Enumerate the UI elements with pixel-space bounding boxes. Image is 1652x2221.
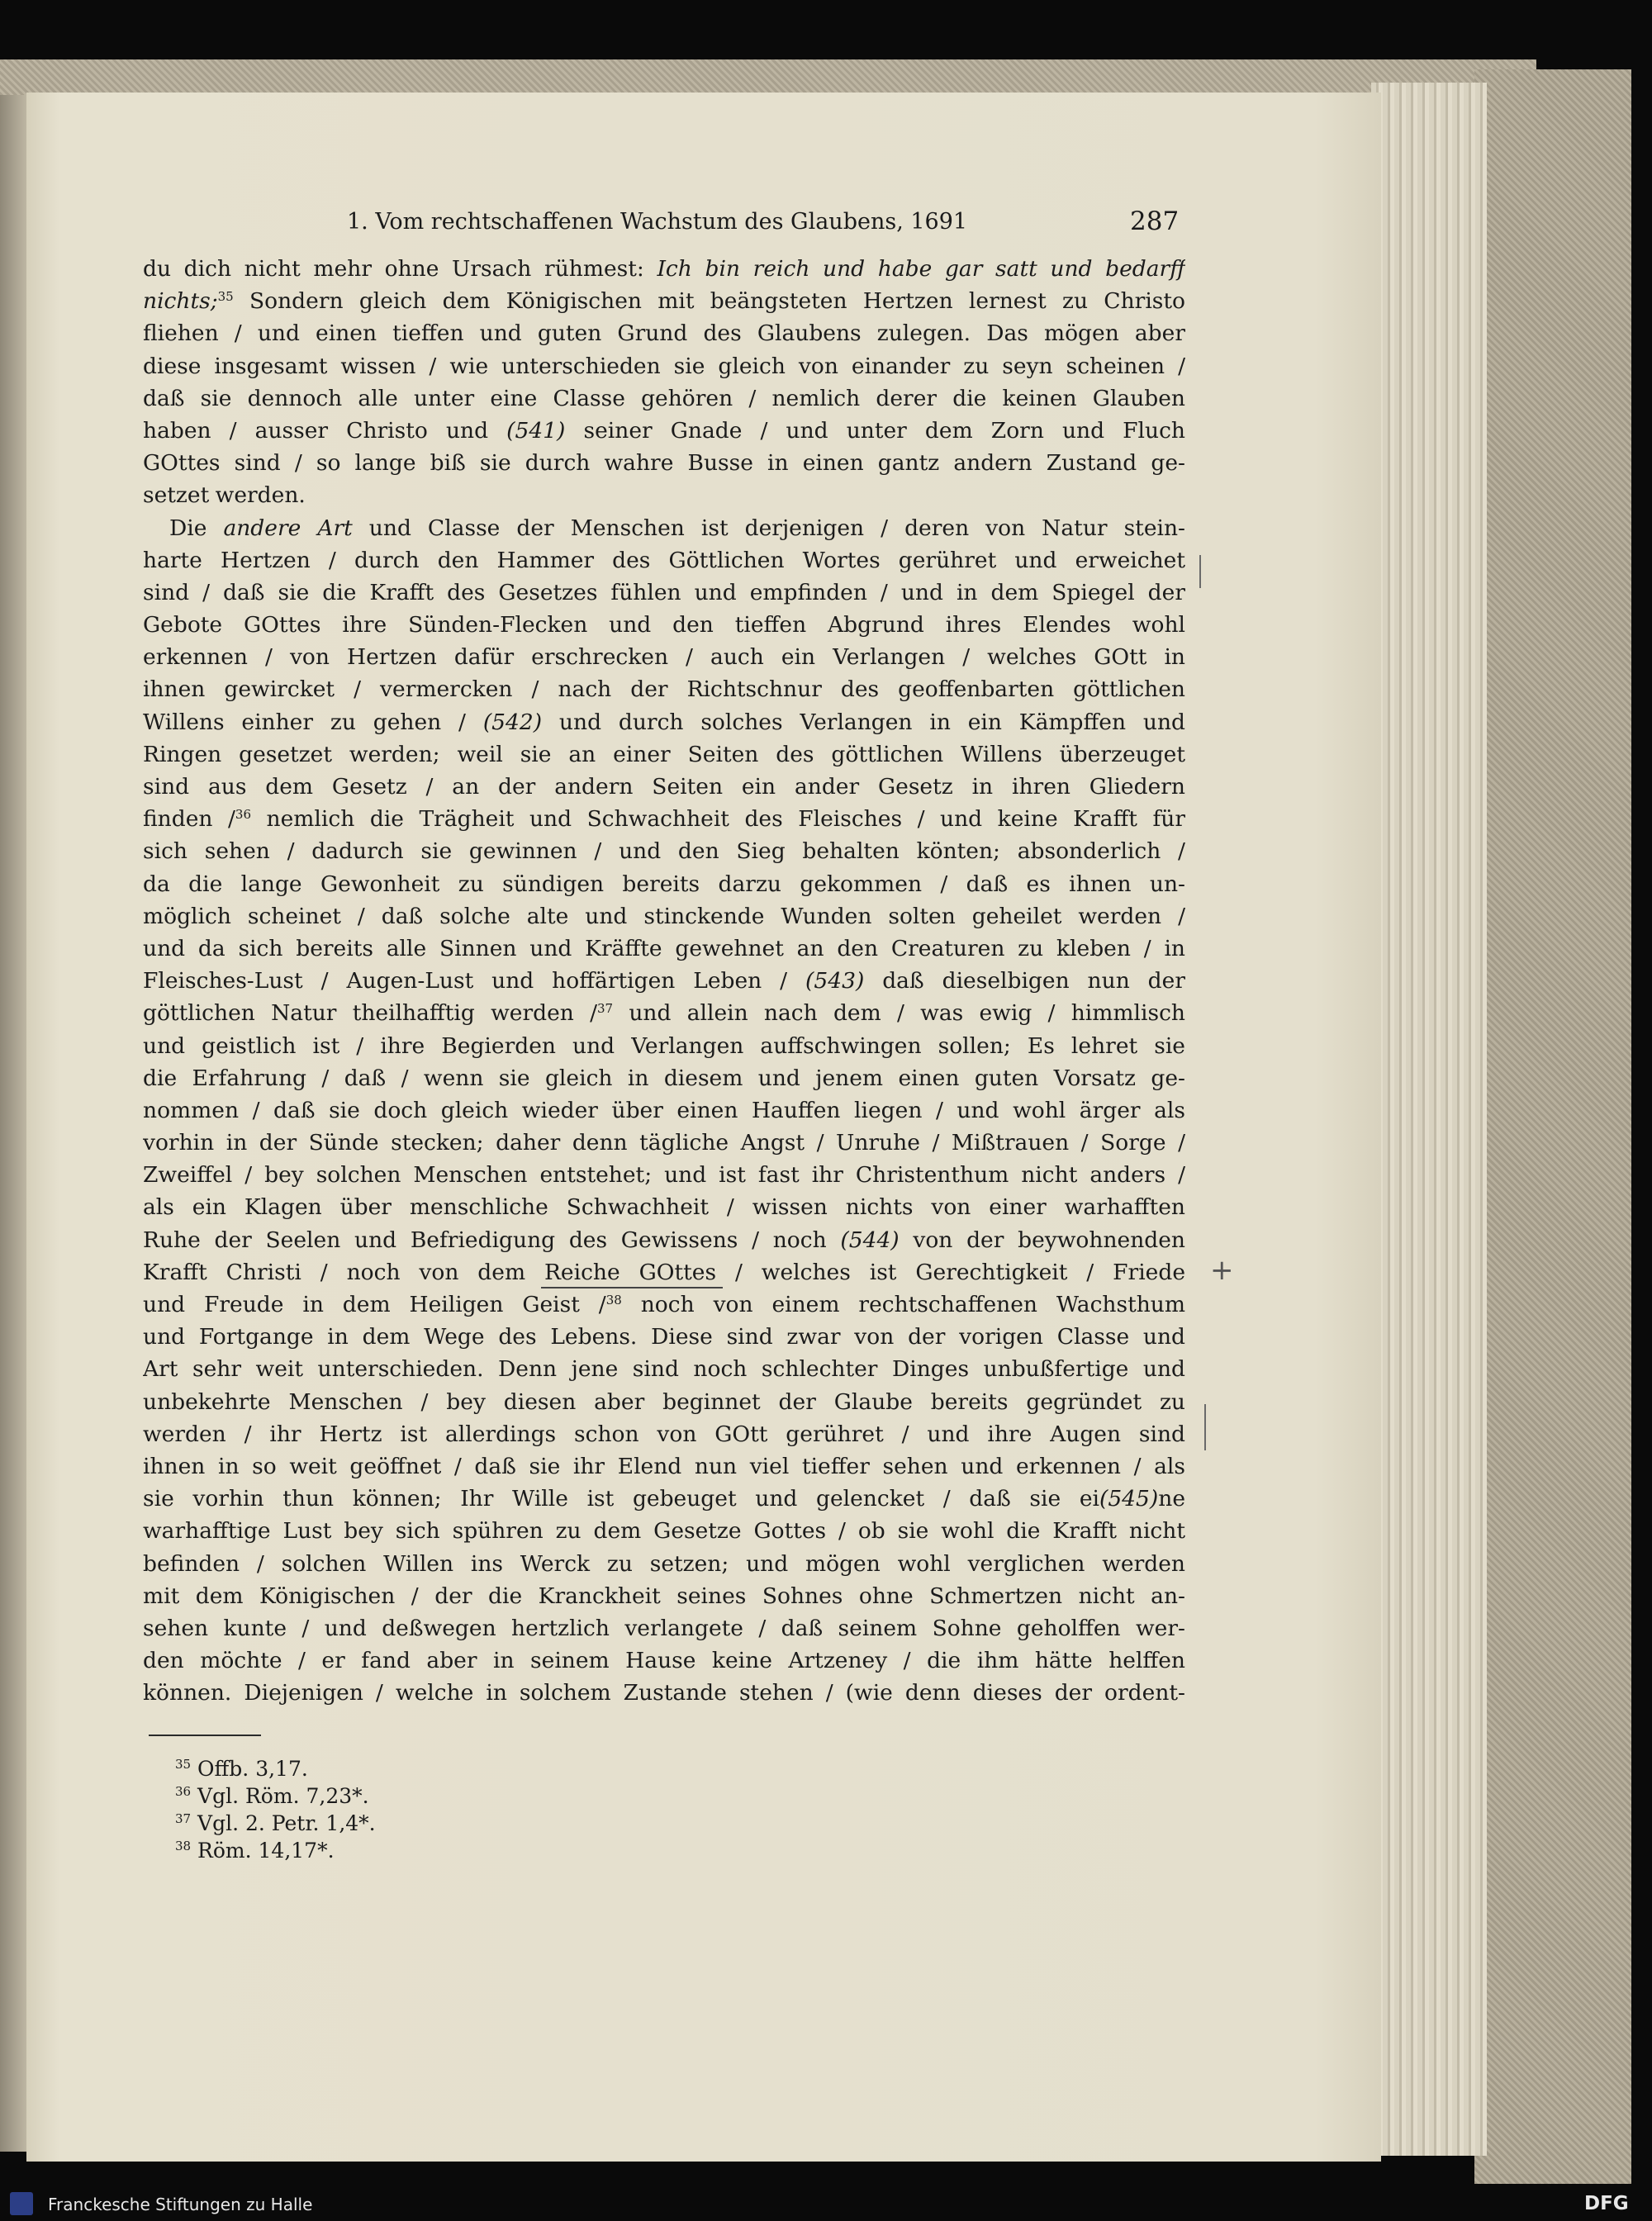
text-line xyxy=(143,1580,1185,1612)
text-segment: sind aus dem Gesetz / an der andern Seiten ein ander Gesetz in ihren Gliedern xyxy=(143,774,1185,800)
book-cover-right xyxy=(1474,69,1631,2184)
text-segment: ihnen gewircket / vermercken / nach der Richtschnur des geoffenbarten göttlichen xyxy=(143,676,1185,703)
text-segment: 36 xyxy=(235,807,252,823)
text-line xyxy=(143,1612,1185,1644)
text-segment: von der beywohnenden xyxy=(899,1227,1185,1253)
text-line xyxy=(143,415,1185,447)
pencil-margin-mark xyxy=(1204,1404,1206,1450)
text-segment: und durch solches Verlangen in ein Kämpffen und xyxy=(542,709,1185,735)
text-segment: (544) xyxy=(840,1227,900,1253)
text-segment: Die xyxy=(169,515,224,541)
text-line xyxy=(143,738,1185,771)
text-line xyxy=(143,1353,1185,1385)
text-segment: (545) xyxy=(1099,1486,1159,1512)
text-line xyxy=(143,1030,1185,1062)
text-segment: 38 xyxy=(605,1293,622,1307)
footnote xyxy=(175,1837,376,1864)
footnote-number: 38 xyxy=(175,1839,192,1853)
text-segment: sehen kunte / und deßwegen hertzlich verlangete / daß seinem Sohne geholffen wer- xyxy=(143,1615,1185,1641)
running-head: 1. Vom rechtschaffenen Wachstum des Glaubens, 1691 xyxy=(347,209,968,235)
text-segment: werden / ihr Hertz ist allerdings schon von GOtt gerühret / und ihre Augen sind xyxy=(143,1421,1185,1447)
text-segment: ne xyxy=(1158,1486,1185,1512)
text-segment: Gebote GOttes ihre Sünden-Flecken und den tieffen Abgrund ihres Elendes wohl xyxy=(143,612,1185,638)
text-segment: den möchte / er fand aber in seinem Hause keine Artzeney / die ihm hätte helffen xyxy=(143,1648,1185,1674)
text-line xyxy=(143,253,1185,285)
text-segment: Ich bin reich und habe gar satt und bedarff xyxy=(657,256,1185,282)
institution-logo-icon xyxy=(10,2192,33,2215)
page-edges xyxy=(1371,83,1487,2156)
text-segment: GOttes sind / so lange biß sie durch wahre Busse in einen gantz andern Zustand ge- xyxy=(143,450,1185,477)
text-segment: Art sehr weit unterschieden. Denn jene sind noch schlechter Dinges unbußfertige und xyxy=(143,1356,1185,1383)
footnote-number: 36 xyxy=(175,1784,192,1799)
text-line xyxy=(143,1644,1185,1677)
text-line xyxy=(143,382,1185,415)
text-segment: ihnen in so weit geöffnet / daß sie ihr Elend nun viel tieffer sehen und erkennen / als xyxy=(143,1453,1185,1479)
text-segment: Krafft Christi / noch von dem Reiche GOttes / welches ist Gerechtigkeit / Friede xyxy=(143,1259,1185,1285)
text-line xyxy=(143,1094,1185,1127)
footnote xyxy=(175,1755,376,1782)
page-number: 287 xyxy=(1130,206,1180,236)
body-text xyxy=(143,253,1185,1709)
text-segment: 37 xyxy=(597,1001,614,1017)
text-line xyxy=(143,512,1185,544)
text-line xyxy=(143,1321,1185,1353)
text-line xyxy=(143,868,1185,900)
text-segment: göttlichen Natur theilhafftig werden / xyxy=(143,1000,598,1027)
text-segment: finden / xyxy=(143,806,235,833)
text-line xyxy=(143,1256,1185,1288)
text-segment: können. Diejenigen / welche in solchem Zustande stehen / (wie denn dieses der ordent- xyxy=(143,1680,1185,1706)
text-segment: nichts; xyxy=(143,288,218,315)
text-segment: noch von einem rechtschaffenen Wachsthum xyxy=(621,1292,1185,1317)
text-line xyxy=(143,479,1185,511)
text-segment: Willens einher zu gehen / xyxy=(143,709,483,735)
text-line xyxy=(143,544,1185,577)
text-segment: Zweiffel / bey solchen Menschen entstehet; und ist fast ihr Christenthum nicht anders / xyxy=(143,1162,1185,1189)
text-line xyxy=(143,1062,1185,1094)
text-segment: erkennen / von Hertzen dafür erschrecken / auch ein Verlangen / welches GOtt in xyxy=(143,644,1185,671)
text-segment: und Fortgange in dem Wege des Lebens. Diese sind zwar von der vorigen Classe und xyxy=(143,1324,1185,1350)
text-segment: möglich scheinet / daß solche alte und stinckende Wunden solten geheilet werden / xyxy=(143,903,1185,929)
text-line xyxy=(143,997,1185,1029)
text-segment: und allein nach dem / was ewig / himmlisch xyxy=(613,1000,1185,1027)
text-line xyxy=(143,706,1185,738)
text-line xyxy=(143,965,1185,997)
text-line xyxy=(143,1450,1185,1483)
text-line xyxy=(143,933,1185,965)
footer-dfg-logo: DFG xyxy=(1584,2193,1629,2214)
text-segment: warhafftige Lust bey sich spühren zu dem Gesetze Gottes / ob sie wohl die Krafft nicht xyxy=(143,1518,1185,1545)
footnote-text: Röm. 14,17*. xyxy=(191,1839,335,1863)
text-line xyxy=(143,577,1185,609)
text-line xyxy=(143,1288,1185,1321)
text-line xyxy=(143,1418,1185,1450)
text-segment: unbekehrte Menschen / bey diesen aber beginnet der Glaube bereits gegründet zu xyxy=(143,1388,1185,1415)
footnote-number: 35 xyxy=(175,1757,192,1772)
text-segment: Ringen gesetzet werden; weil sie an einer Seiten des göttlichen Willens überzeuget xyxy=(143,741,1185,767)
text-segment: und Classe der Menschen ist derjenigen / deren von Natur stein- xyxy=(352,515,1185,541)
text-line xyxy=(143,1548,1185,1580)
text-segment: da die lange Gewonheit zu sündigen bereits darzu gekommen / daß es ihnen un- xyxy=(143,871,1185,897)
footnote-text: Vgl. 2. Petr. 1,4*. xyxy=(191,1811,376,1835)
text-segment: und da sich bereits alle Sinnen und Kräffte gewehnet an den Creaturen zu kleben / in xyxy=(143,935,1185,961)
text-line xyxy=(143,1515,1185,1547)
text-line xyxy=(143,673,1185,705)
text-line xyxy=(143,835,1185,867)
text-segment: sind / daß sie die Krafft des Gesetzes fühlen und empfinden / und in dem Spiegel der xyxy=(143,579,1185,605)
text-segment: diese insgesamt wissen / wie unterschieden sie gleich von einander zu seyn scheinen / xyxy=(143,353,1185,379)
text-segment: sich sehen / dadurch sie gewinnen / und den Sieg behalten könten; absonderlich / xyxy=(143,838,1185,865)
text-segment: nommen / daß sie doch gleich wieder über einen Hauffen liegen / und wohl ärger als xyxy=(143,1097,1185,1123)
text-segment: als ein Klagen über menschliche Schwachheit / wissen nichts von einer warhafften xyxy=(143,1194,1185,1221)
text-segment: du dich nicht mehr ohne Ursach rühmest: xyxy=(143,256,657,282)
pencil-underline xyxy=(541,1287,723,1288)
text-segment: 35 xyxy=(217,289,234,305)
footnote-text: Offb. 3,17. xyxy=(191,1757,308,1781)
text-line xyxy=(143,1483,1185,1515)
text-segment: (542) xyxy=(482,709,543,735)
text-segment: die Erfahrung / daß / wenn sie gleich in diesem und jenem einen guten Vorsatz ge- xyxy=(143,1065,1185,1091)
footnote-rule xyxy=(149,1735,261,1736)
text-line xyxy=(143,285,1185,317)
text-segment: (541) xyxy=(506,417,566,444)
footnote xyxy=(175,1810,376,1837)
text-line xyxy=(143,1224,1185,1256)
text-segment: daß sie dennoch alle unter eine Classe gehören / nemlich derer die keinen Glauben xyxy=(143,385,1185,411)
footnotes xyxy=(175,1755,376,1864)
footnote-text: Vgl. Röm. 7,23*. xyxy=(191,1784,369,1808)
text-segment: vorhin in der Sünde stecken; daher denn tägliche Angst / Unruhe / Mißtrauen / Sorge / xyxy=(143,1130,1185,1156)
text-segment: und Freude in dem Heiligen Geist / xyxy=(143,1292,606,1317)
text-segment: setzet werden. xyxy=(143,482,306,509)
text-line xyxy=(143,1677,1185,1709)
text-line xyxy=(143,1127,1185,1159)
text-segment: Fleisches-Lust / Augen-Lust und hoffärtigen Leben / xyxy=(143,968,806,994)
text-segment: fliehen / und einen tieffen und guten Grund des Glaubens zulegen. Das mögen aber xyxy=(143,320,1185,347)
text-segment: harte Hertzen / durch den Hammer des Göttlichen Wortes gerühret und erweichet xyxy=(143,547,1185,573)
pencil-cross-annotation: + xyxy=(1210,1254,1234,1287)
footnote-number: 37 xyxy=(175,1811,192,1826)
text-line xyxy=(143,900,1185,933)
footnote xyxy=(175,1782,376,1810)
text-segment: und geistlich ist / ihre Begierden und Verlangen auffschwingen sollen; Es lehret sie xyxy=(143,1032,1185,1059)
text-line xyxy=(143,317,1185,349)
text-segment: seiner Gnade / und unter dem Zorn und Fluch xyxy=(565,417,1185,444)
text-segment: Sondern gleich dem Königischen mit beängsteten Hertzen lernest zu Christo xyxy=(233,288,1185,315)
text-segment: (543) xyxy=(805,968,865,994)
text-segment: Ruhe der Seelen und Befriedigung des Gewissens / noch xyxy=(143,1227,841,1253)
text-line xyxy=(143,1386,1185,1418)
text-line xyxy=(143,447,1185,479)
text-segment: befinden / solchen Willen ins Werck zu setzen; und mögen wohl verglichen werden xyxy=(143,1550,1185,1577)
pencil-margin-mark xyxy=(1199,555,1201,588)
text-segment: sie vorhin thun können; Ihr Wille ist gebeuget und gelencket / daß sie ei xyxy=(143,1486,1099,1512)
text-segment: haben / ausser Christo und xyxy=(143,417,507,444)
text-segment: mit dem Königischen / der die Kranckheit seines Sohnes ohne Schmertzen nicht an- xyxy=(143,1583,1185,1609)
text-line xyxy=(143,641,1185,673)
text-line xyxy=(143,350,1185,382)
text-segment: nemlich die Trägheit und Schwachheit des Fleisches / und keine Krafft für xyxy=(251,806,1185,833)
footer-institution: Franckesche Stiftungen zu Halle xyxy=(48,2195,313,2214)
text-line xyxy=(143,803,1185,835)
text-line xyxy=(143,771,1185,803)
text-segment: andere Art xyxy=(223,515,353,541)
text-segment: daß dieselbigen nun der xyxy=(864,968,1185,994)
text-line xyxy=(143,1159,1185,1191)
text-line xyxy=(143,1191,1185,1223)
text-line xyxy=(143,609,1185,641)
